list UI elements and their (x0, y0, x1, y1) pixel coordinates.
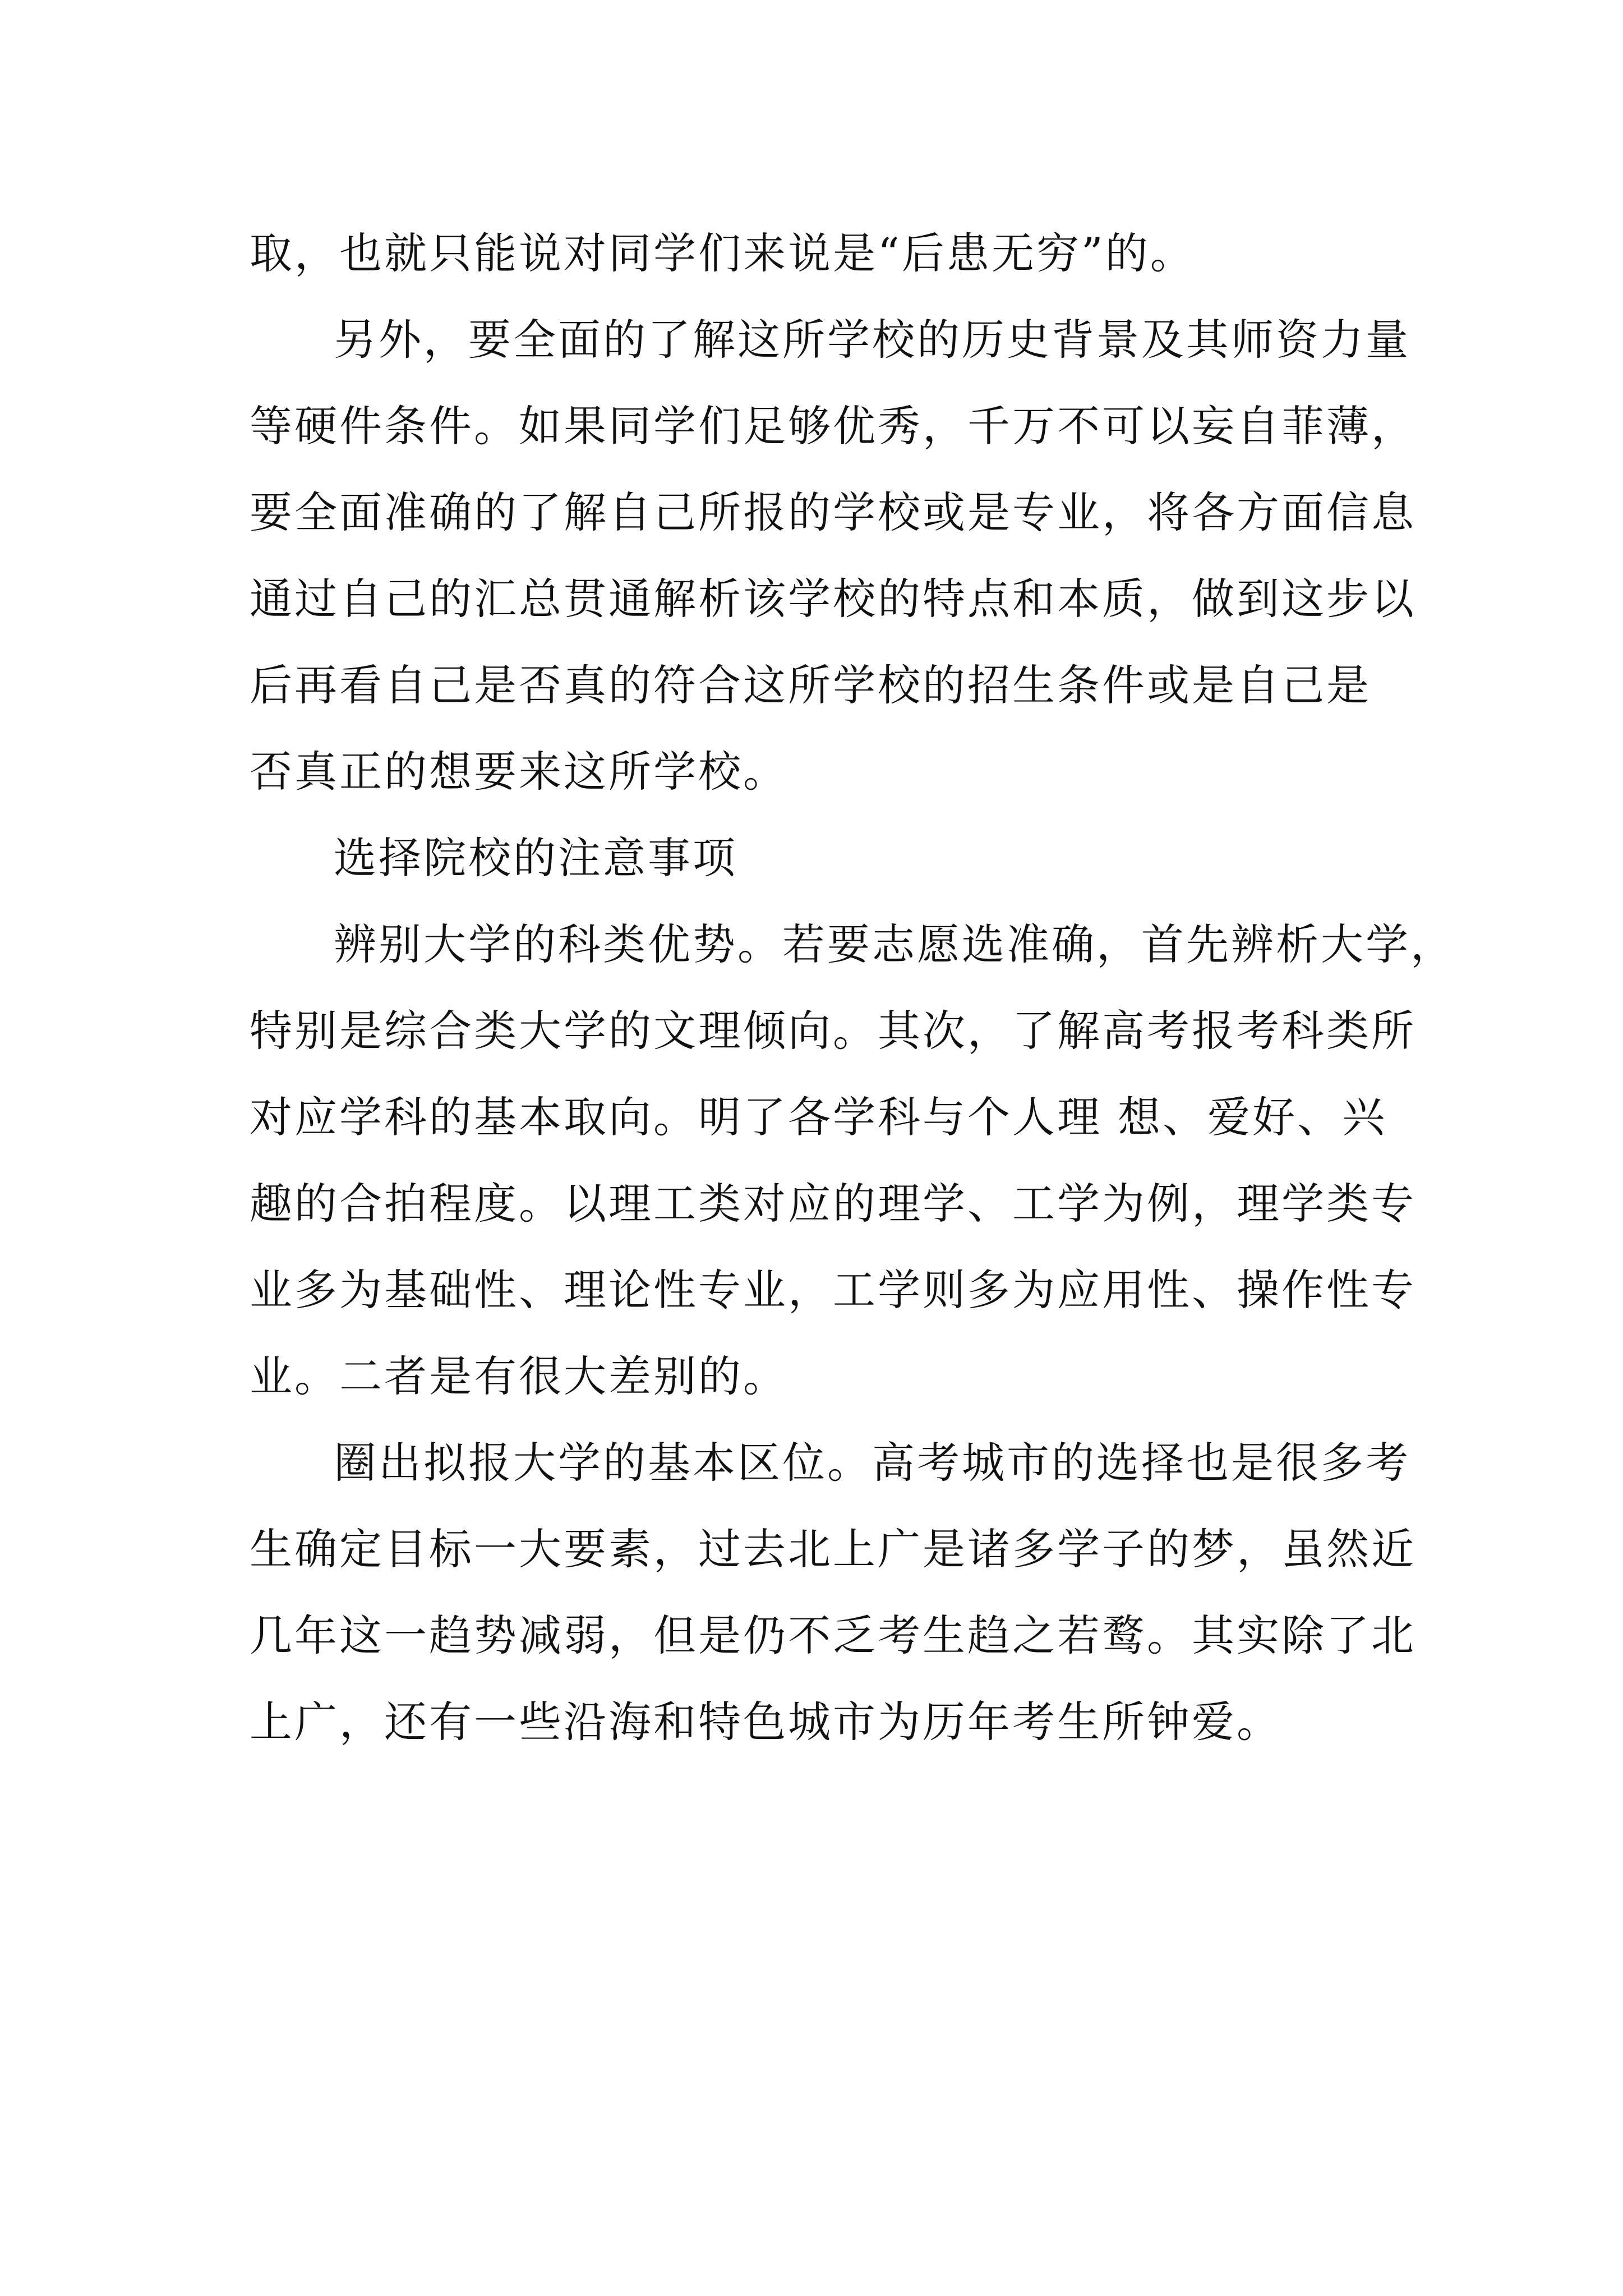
paragraph-line: 通过自己的汇总贯通解析该学校的特点和本质，做到这步以 (250, 574, 1416, 624)
paragraph-line: 辨别大学的科类优势。若要志愿选准确，首先辨析大学， (334, 919, 1455, 969)
paragraph-line: 生确定目标一大要素，过去北上广是诸多学子的梦，虽然近 (250, 1524, 1416, 1574)
paragraph-line: 要全面准确的了解自己所报的学校或是专业，将各方面信息 (250, 487, 1416, 537)
paragraph-line: 业多为基础性、理论性专业，工学则多为应用性、操作性专 (250, 1265, 1416, 1315)
section-heading: 选择院校的注意事项 (334, 833, 737, 883)
paragraph-line: 业。二者是有很大差别的。 (250, 1351, 788, 1401)
paragraph-line: 几年这一趋势减弱，但是仍不乏考生趋之若鹜。其实除了北 (250, 1611, 1416, 1660)
paragraph-line: 等硬件条件。如果同学们足够优秀，千万不可以妄自菲薄， (250, 401, 1416, 451)
paragraph-line: 后再看自己是否真的符合这所学校的招生条件或是自己是 (250, 660, 1371, 710)
document-body (250, 210, 1455, 1765)
paragraph-line: 上广，还有一些沿海和特色城市为历年考生所钟爱。 (250, 1697, 1281, 1747)
paragraph-line: 否真正的想要来这所学校。 (250, 747, 788, 797)
paragraph-line: 圈出拟报大学的基本区位。高考城市的选择也是很多考 (334, 1438, 1410, 1488)
paragraph-line: 另外，要全面的了解这所学校的历史背景及其师资力量 (334, 315, 1410, 365)
paragraph-line: 特别是综合类大学的文理倾向。其次，了解高考报考科类所 (250, 1006, 1416, 1056)
paragraph-line: 对应学科的基本取向。明了各学科与个人理 想、爱好、兴 (250, 1092, 1387, 1142)
paragraph-line: 趣的合拍程度。以理工类对应的理学、工学为例，理学类专 (250, 1179, 1416, 1228)
paragraph-line: 取，也就只能说对同学们来说是“后患无穷”的。 (250, 228, 1195, 278)
